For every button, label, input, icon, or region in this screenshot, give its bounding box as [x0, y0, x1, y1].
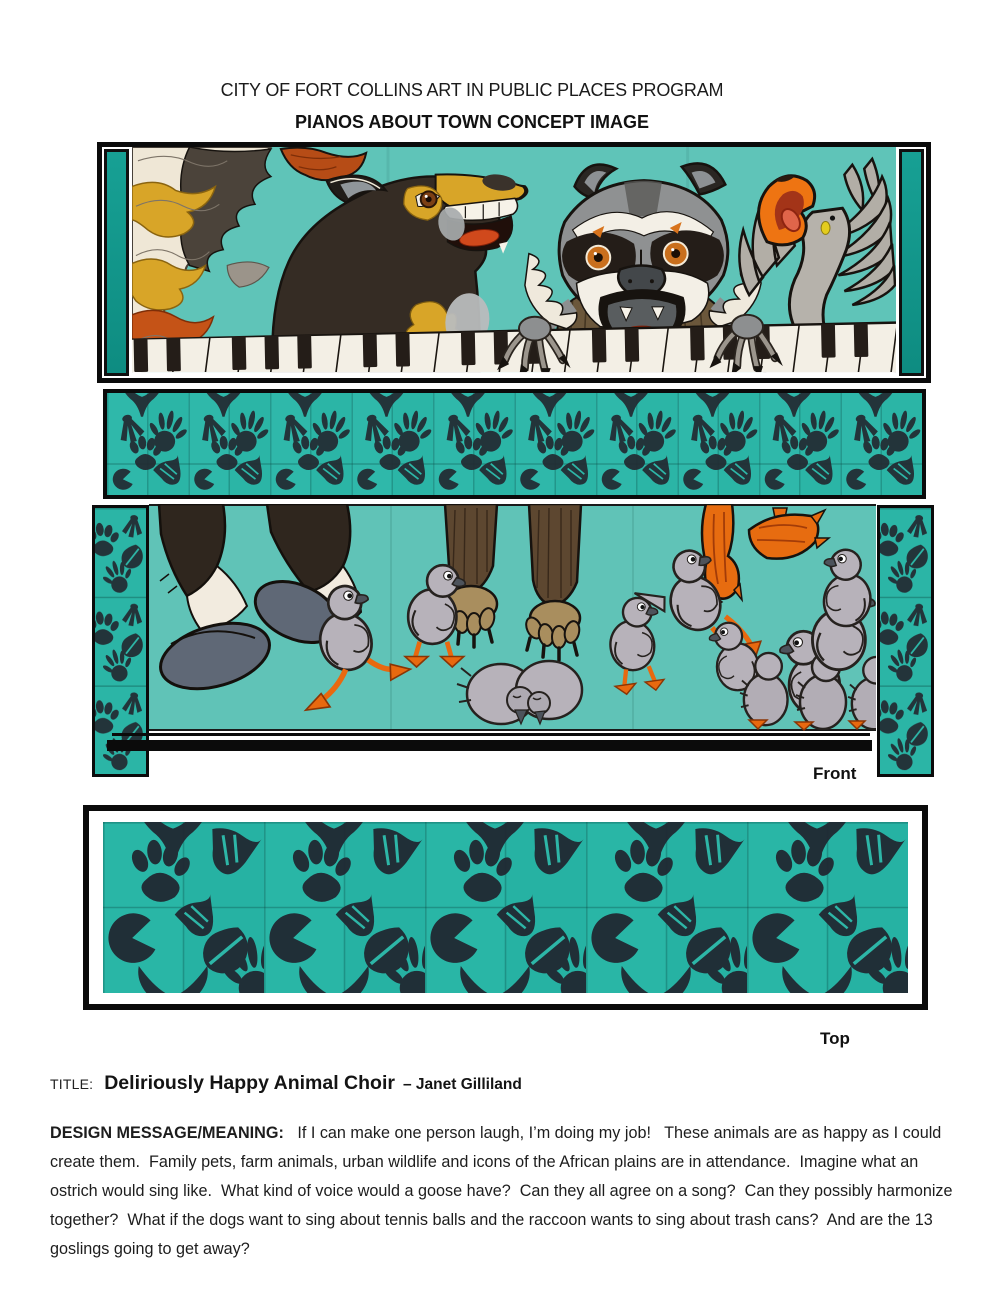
- footprint-pattern: [107, 393, 922, 495]
- message-line-1: [50, 1119, 966, 1148]
- front-rail-bar: [107, 740, 872, 751]
- message-line-1-text: If I can make one person laugh, I’m doing my job! These animals are as happy as I could: [283, 1124, 942, 1142]
- title-line: [50, 1072, 522, 1095]
- message-line-3: ostrich would sing like. What kind of voice would a goose have? Can they all agree on a song? Can they possibly harmonize: [50, 1182, 953, 1200]
- front-rail-line: [112, 733, 870, 736]
- keyboard-artwork: [132, 147, 896, 378]
- message-line-2: create them. Family pets, farm animals, urban wildlife and icons of the African plains are in attendance. Imagine what an: [50, 1153, 919, 1171]
- keyslip-footprint-strip: [103, 389, 926, 499]
- keyboard-art-panel: [97, 142, 931, 383]
- program-title: CITY OF FORT COLLINS ART IN PUBLIC PLACES PROGRAM: [220, 80, 724, 100]
- artwork-title: Deliriously Happy Animal Choir: [104, 1072, 395, 1094]
- top-label: Top: [820, 1029, 850, 1048]
- title-label: TITLE:: [50, 1076, 94, 1092]
- program-subtitle: PIANOS ABOUT TOWN CONCEPT IMAGE: [294, 112, 649, 132]
- design-message-label: DESIGN MESSAGE/MEANING:: [50, 1124, 284, 1142]
- piano-side-cap-right: [899, 149, 924, 376]
- message-line-4: together? What if the dogs want to sing about tennis balls and the raccoon wants to sing about trash cans? And are the 13: [50, 1211, 933, 1229]
- footprint-pattern-top: [103, 822, 908, 993]
- piano-side-cap-left: [104, 149, 129, 376]
- piano-leg-right: [877, 505, 934, 777]
- artist-name: – Janet Gilliland: [402, 1076, 522, 1093]
- front-label: Front: [813, 764, 857, 783]
- design-message: [50, 1119, 966, 1264]
- front-artwork: [149, 504, 876, 731]
- top-view-panel: [83, 805, 928, 1010]
- piano-leg-left: [92, 505, 149, 777]
- message-line-5: goslings going to get away?: [50, 1240, 250, 1258]
